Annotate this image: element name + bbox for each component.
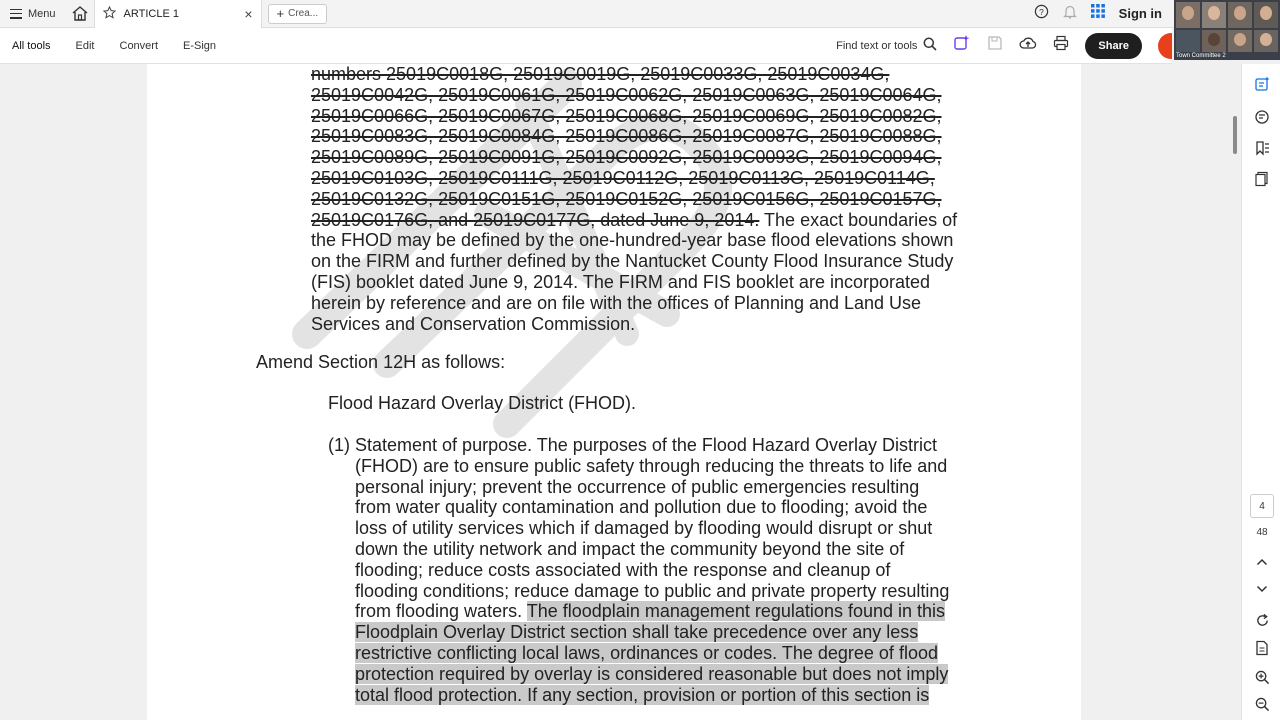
bookmarks-icon[interactable]	[1252, 138, 1272, 158]
mixed-text-line	[311, 210, 957, 231]
create-tab-label: Crea...	[288, 8, 319, 19]
highlighted-text-line	[355, 685, 929, 706]
chevron-up-icon[interactable]	[1252, 552, 1272, 572]
document-viewport[interactable]	[0, 64, 1228, 720]
text-line: (FHOD) are to ensure public safety through reducing the threats to life and	[355, 455, 948, 476]
chevron-down-icon[interactable]	[1252, 579, 1272, 599]
tab-title: ARTICLE 1	[123, 7, 179, 20]
highlighted-text-line	[355, 664, 948, 685]
text-line: Services and Conservation Commission.	[311, 313, 636, 334]
video-tile	[1176, 30, 1200, 52]
search-icon	[923, 37, 937, 54]
section-title: Flood Hazard Overlay District (FHOD).	[328, 393, 637, 413]
text-line: Statement of purpose. The purposes of the Flood Hazard Overlay District	[355, 435, 937, 455]
participant-face	[1234, 33, 1246, 46]
ai-summary-icon[interactable]	[1252, 74, 1272, 94]
participant-face	[1234, 6, 1246, 20]
vertical-scrollbar[interactable]	[1230, 64, 1240, 720]
highlighted-text-segment: protection required by overlay is considered reasonable but does not imply	[355, 663, 949, 684]
star-icon[interactable]	[103, 6, 116, 22]
home-icon[interactable]	[66, 0, 94, 28]
menu-button[interactable]	[0, 0, 66, 28]
struck-text-line: 25019C0083G, 25019C0084G, 25019C0086G, 25019C0087G, 25019C0088G,	[311, 126, 942, 147]
text-line: loss of utility services which if damaged by flooding would disrupt or shut	[355, 518, 933, 539]
apps-grid-icon[interactable]	[1091, 4, 1105, 23]
text-line: down the utility network and impact the community beyond the site of	[355, 539, 905, 559]
struck-text-line: 25019C0103G, 25019C0111G, 25019C0112G, 25019C0113G, 25019C0114G,	[311, 168, 935, 188]
struck-text-segment: 25019C0176G, and 25019C0177G, dated June 9, 2014.	[311, 209, 760, 230]
close-icon[interactable]: ×	[244, 5, 253, 22]
participant-face	[1208, 33, 1220, 46]
participant-face	[1208, 6, 1220, 20]
mixed-text-line	[355, 601, 945, 622]
tab-bar	[0, 0, 1280, 28]
participant-face	[1260, 6, 1272, 20]
highlighted-text-segment: Floodplain Overlay District section shall take precedence over any less	[355, 622, 919, 643]
zoom-in-icon[interactable]	[1252, 667, 1272, 687]
page-fit-icon[interactable]	[1252, 638, 1272, 658]
tab-convert[interactable]: Convert	[119, 39, 159, 52]
current-page-input[interactable]: 4	[1250, 494, 1274, 518]
highlighted-text-segment: The floodplain management regulations found in this	[526, 601, 946, 622]
tab-e-sign[interactable]: E-Sign	[183, 39, 217, 52]
save-icon[interactable]	[987, 35, 1003, 56]
help-icon[interactable]	[1034, 4, 1049, 24]
text-line: (FIS) booklet dated June 9, 2014. The FIRM and FIS booklet are incorporated	[311, 272, 931, 292]
text-line: flooding; reduce costs associated with the response and cleanup of	[355, 559, 891, 580]
text-line: the FHOD may be defined by the one-hundred-year base flood elevations shown	[311, 230, 954, 251]
print-icon[interactable]	[1053, 35, 1069, 56]
participant-face	[1182, 6, 1194, 20]
text-line: herein by reference and are on file with the offices of Planning and Land Use	[311, 292, 922, 313]
plus-icon: +	[276, 6, 285, 21]
struck-text-line: 25019C0132G, 25019C0151G, 25019C0152G, 25019C0156G, 25019C0157G,	[311, 188, 942, 209]
avatar[interactable]	[1158, 33, 1172, 59]
menu-label: Menu	[28, 7, 56, 20]
share-button[interactable]: Share	[1085, 33, 1142, 59]
tab-edit[interactable]: Edit	[75, 39, 95, 52]
struck-text-line: numbers 25019C0018G, 25019C0019G, 25019C0033G, 25019C0034G,	[311, 64, 890, 84]
highlighted-text-segment: restrictive conflicting local laws, ordinances or codes. The degree of flood	[355, 643, 938, 663]
bell-icon[interactable]	[1063, 4, 1077, 24]
sign-in-link[interactable]: Sign in	[1118, 6, 1162, 21]
refresh-icon[interactable]	[1252, 610, 1272, 630]
svg-text:?: ?	[1038, 6, 1044, 17]
highlighted-text-segment: total flood protection. If any section, provision or portion of this section is	[355, 684, 930, 705]
video-call-thumbnail	[1174, 0, 1280, 60]
document-page[interactable]	[147, 64, 1081, 720]
comments-panel-icon[interactable]	[1252, 107, 1272, 127]
text-line: on the FIRM and further defined by the Nantucket County Flood Insurance Study	[311, 251, 954, 272]
struck-text-line: 25019C0089G, 25019C0091G, 25019C0092G, 25019C0093G, 25019C0094G,	[311, 147, 942, 168]
zoom-out-icon[interactable]	[1252, 694, 1272, 714]
text-line: from water quality contamination and pollution due to flooding; avoid the	[355, 497, 928, 518]
highlighted-text-line	[355, 622, 918, 643]
plain-text-segment: from flooding waters.	[355, 601, 527, 622]
tab-article-1[interactable]	[94, 0, 262, 28]
text-line: personal injury; prevent the occurrence of public emergencies resulting	[355, 476, 920, 497]
highlighted-text-line	[355, 643, 938, 664]
create-tab-button[interactable]	[268, 4, 328, 24]
total-pages: 48	[1256, 527, 1268, 538]
pages-thumbnails-icon[interactable]	[1252, 169, 1272, 189]
upload-cloud-icon[interactable]	[1019, 35, 1037, 56]
struck-text-line: 25019C0042G, 25019C0061G, 25019C0062G, 25019C0063G, 25019C0064G,	[311, 84, 942, 105]
struck-text-line: 25019C0066G, 25019C0067G, 25019C0068G, 25019C0069G, 25019C0082G,	[311, 105, 942, 126]
main-toolbar	[0, 28, 1172, 64]
item-number: (1)	[328, 435, 350, 455]
tab-all-tools[interactable]: All tools	[12, 39, 51, 52]
scroll-thumb[interactable]	[1233, 116, 1237, 154]
hamburger-icon	[10, 9, 22, 19]
ai-assistant-icon[interactable]	[953, 34, 971, 57]
video-label: Town Committee 2	[1176, 53, 1226, 59]
right-rail	[1241, 64, 1280, 720]
find-text-or-tools[interactable]	[836, 37, 937, 54]
find-label: Find text or tools	[836, 39, 918, 52]
participant-face	[1260, 33, 1272, 46]
text-line: flooding conditions; reduce damage to public and private property resulting	[355, 580, 950, 601]
amend-heading: Amend Section 12H as follows:	[256, 352, 506, 372]
plain-text-segment: The exact boundaries of	[759, 209, 958, 230]
